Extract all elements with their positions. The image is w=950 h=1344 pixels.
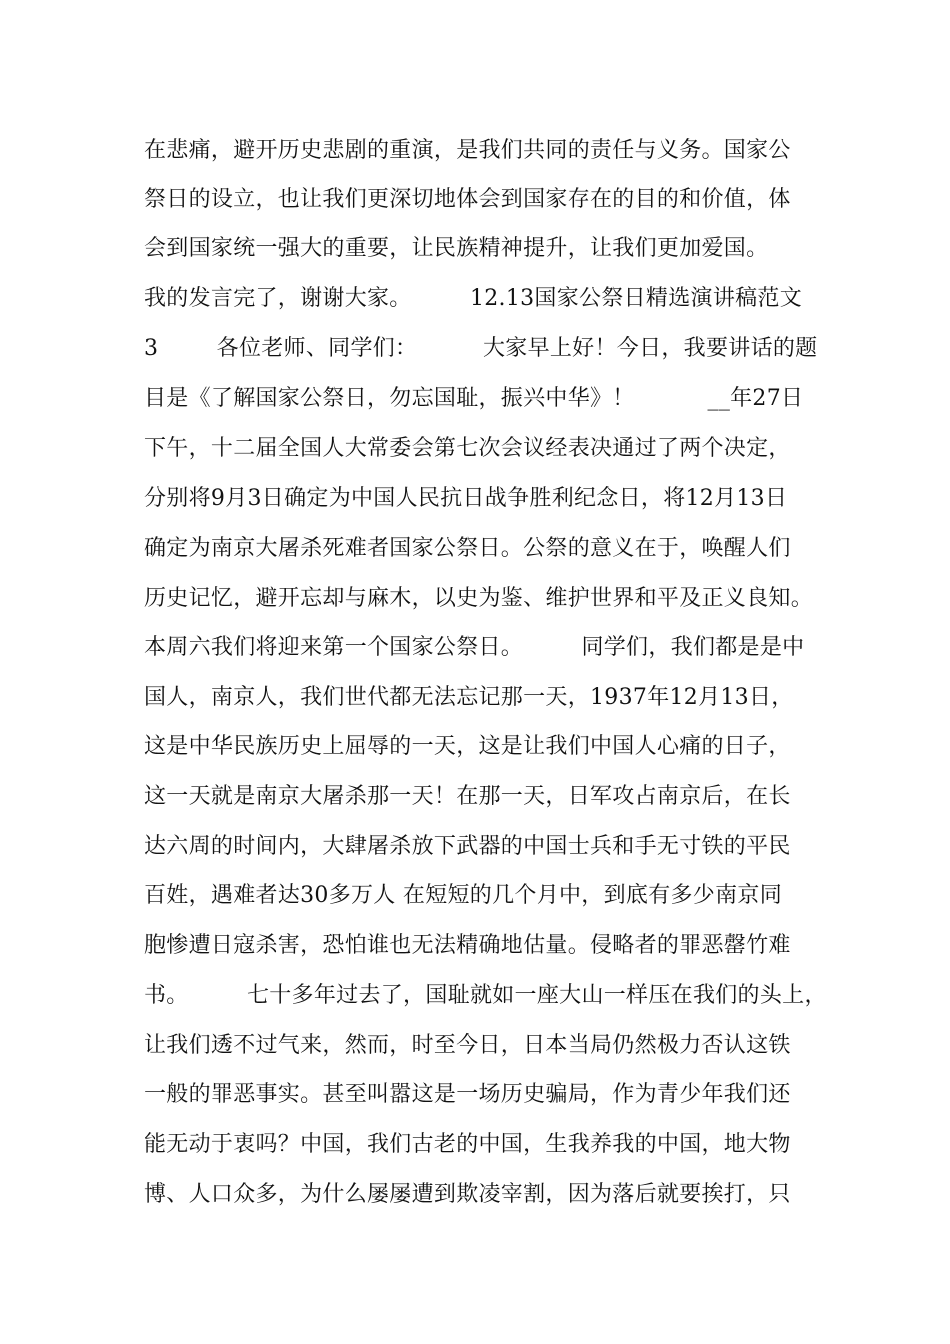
text-line: 让我们透不过气来，然而，时至今日，日本当局仍然极力否认这铁 <box>144 1033 791 1058</box>
text-line: 这是中华民族历史上屈辱的一天，这是让我们中国人心痛的日子， <box>144 734 791 759</box>
text-line: 历史记忆，避开忘却与麻木，以史为鉴、维护世界和平及正义良知。 <box>144 586 814 611</box>
text-line: 博、人口众多，为什么屡屡遭到欺凌宰割，因为落后就要挨打，只 <box>144 1182 791 1207</box>
text-line: 会到国家统一强大的重要，让民族精神提升，让我们更加爱国。 <box>144 236 769 261</box>
text-line: 书。 七十多年过去了，国耻就如一座大山一样压在我们的头上， <box>144 983 827 1008</box>
text-line: 下午，十二届全国人大常委会第七次会议经表决通过了两个决定， <box>144 436 791 461</box>
text-line: 确定为南京大屠杀死难者国家公祭日。公祭的意义在于，唤醒人们 <box>144 536 791 561</box>
text-line: 国人，南京人，我们世代都无法忘记那一天，1937年12月13日， <box>144 685 794 710</box>
text-line: 本周六我们将迎来第一个国家公祭日。 同学们，我们都是是中 <box>144 635 805 660</box>
text-line: 我的发言完了，谢谢大家。 12.13国家公祭日精选演讲稿范文 <box>144 286 803 311</box>
text-line: 一般的罪恶事实。甚至叫嚣这是一场历史骗局，作为青少年我们还 <box>144 1082 791 1107</box>
text-line: 分别将9月3日确定为中国人民抗日战争胜利纪念日，将12月13日 <box>144 486 788 511</box>
text-line: 3 各位老师、同学们： 大家早上好！今日，我要讲话的题 <box>144 336 818 361</box>
text-line: 祭日的设立，也让我们更深切地体会到国家存在的目的和价值，体 <box>144 187 791 212</box>
text-line: 在悲痛，避开历史悲剧的重演，是我们共同的责任与义务。国家公 <box>144 138 791 163</box>
text-line: 目是《了解国家公祭日，勿忘国耻，振兴中华》！ __年27日 <box>144 386 804 411</box>
text-line: 能无动于衷吗？中国，我们古老的中国，生我养我的中国，地大物 <box>144 1132 791 1157</box>
text-line: 达六周的时间内，大肆屠杀放下武器的中国士兵和手无寸铁的平民 <box>144 834 791 859</box>
text-line: 这一天就是南京大屠杀那一天！在那一天，日军攻占南京后，在长 <box>144 784 791 809</box>
text-line: 百姓，遇难者达30多万人 在短短的几个月中，到底有多少南京同 <box>144 883 782 908</box>
text-line: 胞惨遭日寇杀害，恐怕谁也无法精确地估量。侵略者的罪恶罄竹难 <box>144 933 791 958</box>
